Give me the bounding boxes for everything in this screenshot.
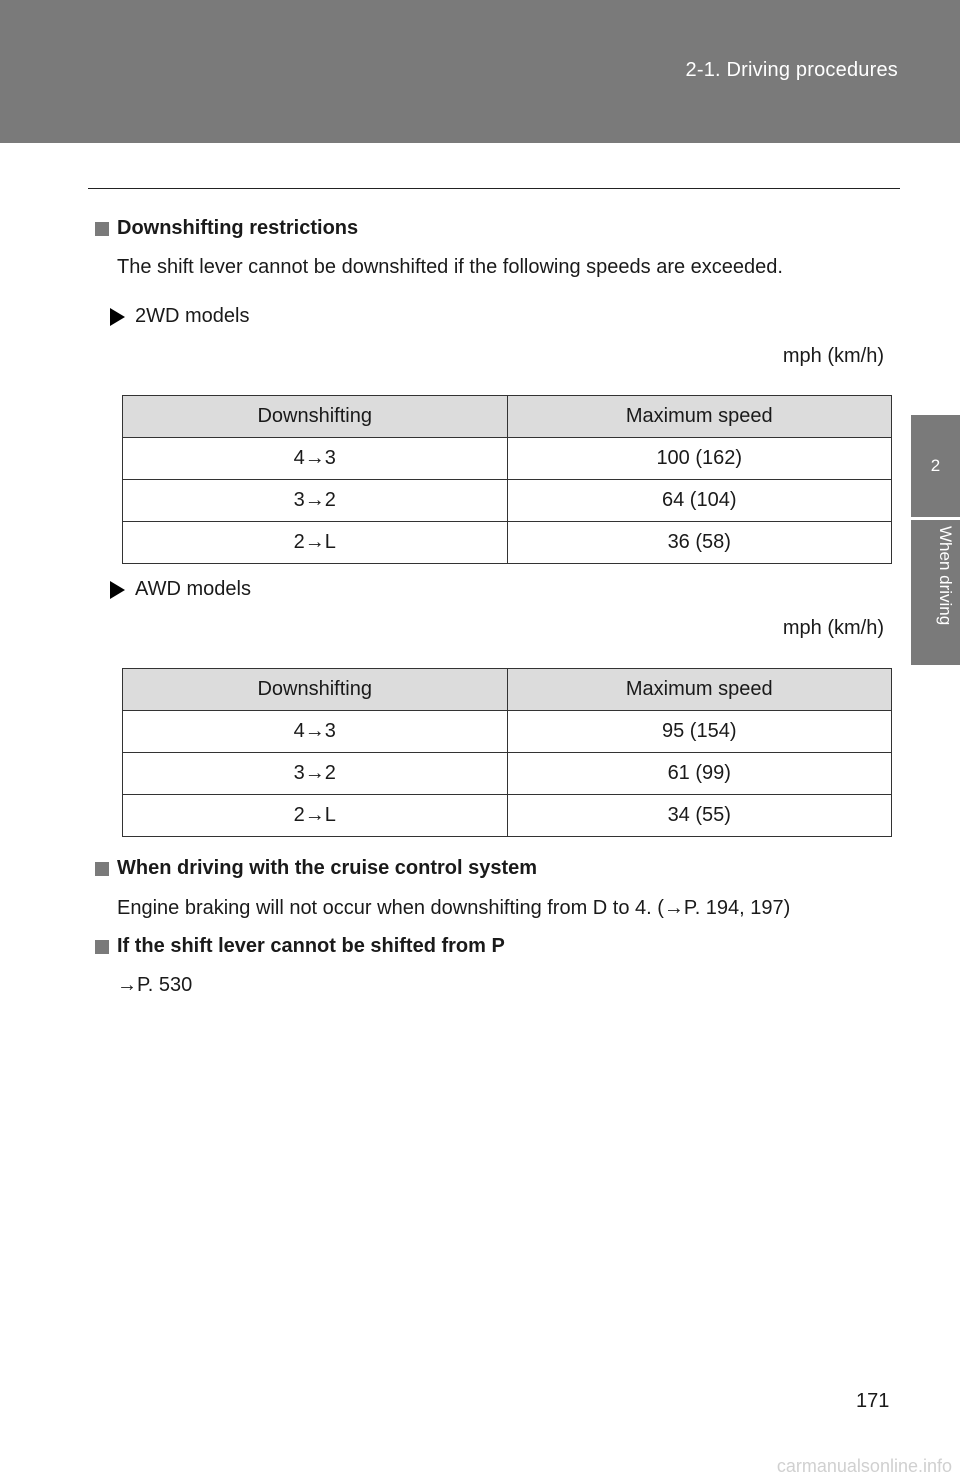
bullet-square-icon (95, 222, 109, 236)
watermark: carmanualsonline.info (776, 1456, 952, 1476)
speed-table-awd (122, 668, 892, 837)
table-header-row (123, 396, 892, 438)
model-label-text: AWD models (135, 578, 251, 600)
side-tab-label: When driving (936, 526, 955, 626)
table-cell: 3→2 (123, 480, 508, 522)
unit-label-2wd: mph (km/h) (782, 345, 884, 367)
chapter-title: 2-1. Driving procedures (685, 59, 898, 81)
shift-p-heading-text: If the shift lever cannot be shifted from P (117, 935, 505, 957)
page-number: 171 (856, 1390, 890, 1412)
model-label-awd (110, 578, 251, 601)
page-header (0, 0, 960, 143)
triangle-bullet-icon (110, 581, 125, 599)
table-cell: 95 (154) (507, 711, 892, 753)
table-row (123, 480, 892, 522)
table-header-row (123, 669, 892, 711)
cruise-text: Engine braking will not occur when downshifting from D to 4. (→P. 194, 197) (117, 897, 791, 919)
table-row (123, 438, 892, 480)
cruise-heading (95, 857, 537, 880)
table-row (123, 711, 892, 753)
table-row (123, 795, 892, 837)
table-cell: 2→L (123, 795, 508, 837)
downshift-heading-text: Downshifting restrictions (117, 217, 359, 239)
column-header: Downshifting (123, 396, 508, 438)
side-tab (911, 520, 960, 665)
table-cell: 4→3 (123, 711, 508, 753)
table-cell: 4→3 (123, 438, 508, 480)
downshift-heading (95, 217, 358, 240)
speed-table-2wd (122, 395, 892, 564)
table-cell: 2→L (123, 522, 508, 564)
cruise-heading-text: When driving with the cruise control system (117, 857, 538, 879)
table-row (123, 753, 892, 795)
table-cell: 100 (162) (507, 438, 892, 480)
shift-p-heading (95, 935, 505, 958)
bullet-square-icon (95, 862, 109, 876)
unit-label-awd: mph (km/h) (782, 617, 884, 639)
model-label-text: 2WD models (135, 305, 250, 327)
model-label-2wd (110, 305, 249, 328)
bullet-square-icon (95, 940, 109, 954)
table-cell: 61 (99) (507, 753, 892, 795)
table-cell: 3→2 (123, 753, 508, 795)
table-row (123, 522, 892, 564)
shift-p-reference: →P. 530 (117, 974, 193, 996)
column-header: Maximum speed (507, 396, 892, 438)
column-header: Downshifting (123, 669, 508, 711)
header-rule (88, 188, 900, 189)
triangle-bullet-icon (110, 308, 125, 326)
column-header: Maximum speed (507, 669, 892, 711)
side-tab-number: 2 (911, 415, 960, 517)
downshift-intro: The shift lever cannot be downshifted if the following speeds are exceeded. (117, 256, 783, 278)
table-cell: 34 (55) (507, 795, 892, 837)
table-cell: 36 (58) (507, 522, 892, 564)
table-cell: 64 (104) (507, 480, 892, 522)
